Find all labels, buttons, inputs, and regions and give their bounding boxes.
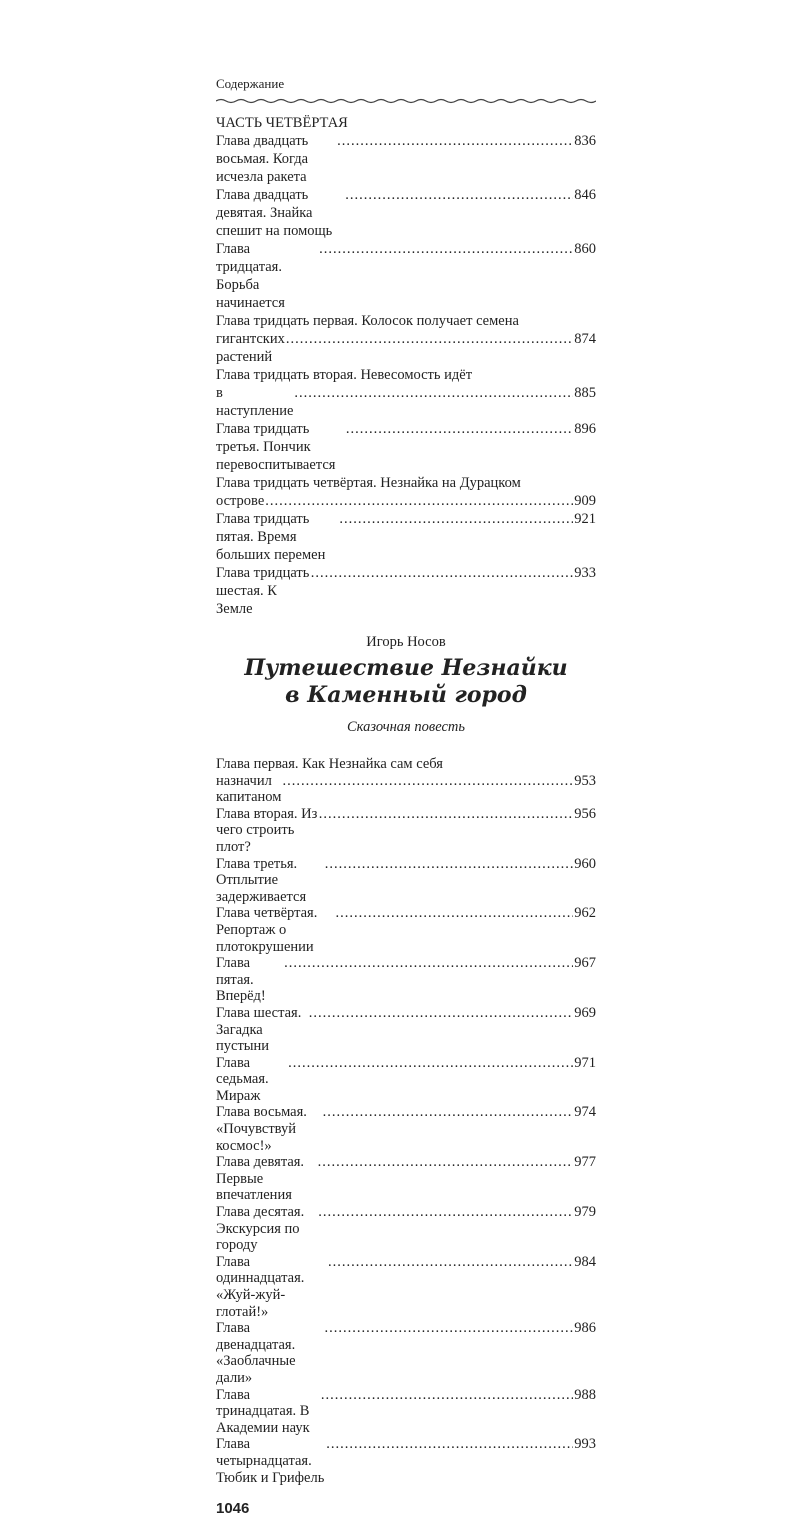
toc-entry-title: Глава четвёртая. Репортаж о плотокрушении xyxy=(216,905,318,955)
toc-entry-page: 846 xyxy=(574,187,596,203)
dot-leader xyxy=(284,955,573,972)
subtitle: Сказочная повесть xyxy=(347,719,465,735)
toc-entry-page: 885 xyxy=(574,385,596,401)
toc-entry xyxy=(216,132,596,186)
dot-leader xyxy=(309,1005,574,1022)
toc-entry-title: Глава пятая. Вперёд! xyxy=(216,955,266,1005)
toc-entry-title: Глава седьмая. Мираж xyxy=(216,1054,269,1104)
toc-entry-title: Глава тридцать вторая. Невесомость идёт xyxy=(216,367,473,383)
toc-entry xyxy=(216,420,596,474)
toc-entry-title: Глава тридцать третья. Пончик перевоспитывается xyxy=(216,421,336,473)
toc-entry-page: 986 xyxy=(574,1320,596,1337)
toc-entry-title: гигантских растений xyxy=(216,331,285,365)
toc-entry-page: 988 xyxy=(574,1386,596,1403)
toc-entry xyxy=(216,366,596,420)
dot-leader xyxy=(326,1436,573,1453)
toc-entry-title: Глава десятая. Экскурсия по городу xyxy=(216,1204,305,1254)
toc-entry xyxy=(216,474,596,510)
dot-leader xyxy=(346,420,573,438)
toc-entry-title: Глава тридцать первая. Колосок получает семена xyxy=(216,313,519,329)
toc-entry-page: 969 xyxy=(574,1004,596,1021)
table-of-contents-part4 xyxy=(216,132,596,618)
toc-entry-title: Глава третья. Отплытие задерживается xyxy=(216,855,307,905)
toc-entry xyxy=(216,1320,596,1386)
toc-entry-title: в наступление xyxy=(216,385,294,419)
dot-leader xyxy=(323,1104,574,1121)
running-head: Содержание xyxy=(216,76,285,91)
toc-entry xyxy=(216,510,596,564)
dot-leader xyxy=(335,905,573,922)
toc-entry xyxy=(216,806,596,856)
toc-entry xyxy=(216,1387,596,1437)
toc-entry-page: 967 xyxy=(574,955,596,972)
title-line-2: в Каменный город xyxy=(285,682,527,708)
toc-entry-title: Глава вторая. Из чего строить плот? xyxy=(216,805,318,855)
toc-entry-title: Глава двадцать восьмая. Когда исчезла ракета xyxy=(216,133,309,185)
toc-entry-title: Глава двенадцатая. «Заоблачные дали» xyxy=(216,1320,296,1386)
toc-entry xyxy=(216,1254,596,1320)
toc-entry xyxy=(216,564,596,618)
toc-entry-page: 953 xyxy=(574,772,596,789)
toc-entry-page: 974 xyxy=(574,1104,596,1121)
toc-entry-page: 909 xyxy=(574,493,596,509)
book-title xyxy=(216,655,596,709)
wavy-rule xyxy=(216,96,596,106)
dot-leader xyxy=(311,564,574,582)
toc-entry xyxy=(216,1005,596,1055)
dot-leader xyxy=(282,773,573,790)
dot-leader xyxy=(321,1387,573,1404)
dot-leader xyxy=(345,186,573,204)
toc-entry-title: Глава тридцать шестая. К Земле xyxy=(216,565,310,617)
toc-entry-title: Глава тридцать пятая. Время больших перемен xyxy=(216,511,326,563)
toc-entry-page: 971 xyxy=(574,1054,596,1071)
toc-entry xyxy=(216,240,596,312)
toc-entry-title: Глава тридцать четвёртая. Незнайка на Дурацком xyxy=(216,475,521,491)
toc-entry xyxy=(216,1055,596,1105)
toc-entry-title: Глава восьмая. «Почувствуй космос!» xyxy=(216,1104,307,1154)
toc-entry-page: 977 xyxy=(574,1154,596,1171)
toc-entry-title: Глава тридцатая. Борьба начинается xyxy=(216,241,285,311)
dot-leader xyxy=(318,1154,574,1171)
toc-entry-title: назначил капитаном xyxy=(216,772,282,806)
toc-entry xyxy=(216,756,596,806)
dot-leader xyxy=(325,856,574,873)
toc-entry-page: 874 xyxy=(574,331,596,347)
toc-entry-title: Глава одиннадцатая. «Жуй-жуй-глотай!» xyxy=(216,1253,305,1320)
toc-entry-page: 896 xyxy=(574,421,596,437)
toc-entry-title: Глава четырнадцатая. Тюбик и Грифель xyxy=(216,1436,325,1486)
title-line-1: Путешествие Незнайки xyxy=(244,655,568,681)
toc-entry-page: 962 xyxy=(574,905,596,922)
dot-leader xyxy=(325,1320,574,1337)
toc-entry xyxy=(216,1204,596,1254)
table-of-contents-stone-city xyxy=(216,756,596,1486)
toc-entry xyxy=(216,186,596,240)
dot-leader xyxy=(328,1254,573,1271)
dot-leader xyxy=(288,1055,573,1072)
dot-leader xyxy=(265,492,573,510)
toc-entry-title: Глава девятая. Первые впечатления xyxy=(216,1154,305,1204)
toc-entry xyxy=(216,856,596,906)
toc-entry-title: острове xyxy=(216,493,265,509)
toc-entry-page: 921 xyxy=(574,511,596,527)
toc-entry-page: 836 xyxy=(574,133,596,149)
toc-entry-page: 860 xyxy=(574,241,596,257)
toc-entry-page: 993 xyxy=(574,1436,596,1453)
dot-leader xyxy=(294,384,573,402)
toc-entry xyxy=(216,1104,596,1154)
toc-entry xyxy=(216,955,596,1005)
part-heading: ЧАСТЬ ЧЕТВЁРТАЯ xyxy=(216,115,348,131)
author: Игорь Носов xyxy=(366,634,446,650)
dot-leader xyxy=(319,806,574,823)
toc-entry-page: 933 xyxy=(574,565,596,581)
toc-entry xyxy=(216,1154,596,1204)
toc-entry-page: 960 xyxy=(574,855,596,872)
toc-entry-title: Глава шестая. Загадка пустыни xyxy=(216,1004,302,1055)
page-number: 1046 xyxy=(216,1500,250,1517)
toc-entry-title: Глава двадцать девятая. Знайка спешит на помощь xyxy=(216,187,333,239)
dot-leader xyxy=(318,1204,573,1221)
toc-entry xyxy=(216,905,596,955)
dot-leader xyxy=(319,240,573,258)
dot-leader xyxy=(339,510,573,528)
dot-leader xyxy=(337,132,573,150)
toc-entry xyxy=(216,1436,596,1486)
toc-entry-page: 984 xyxy=(574,1253,596,1270)
book-page xyxy=(216,76,596,1517)
toc-entry-page: 979 xyxy=(574,1204,596,1221)
toc-entry-page: 956 xyxy=(574,805,596,822)
toc-entry-title: Глава первая. Как Незнайка сам себя xyxy=(216,756,443,772)
toc-entry-title: Глава тринадцатая. В Академии наук xyxy=(216,1386,310,1436)
toc-entry xyxy=(216,312,596,366)
dot-leader xyxy=(286,330,573,348)
